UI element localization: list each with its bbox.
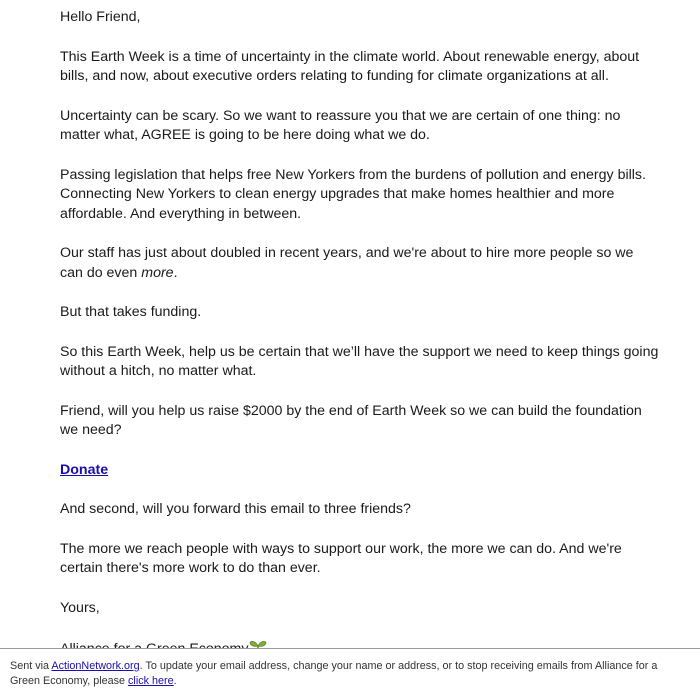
greeting: Hello Friend, (60, 9, 141, 25)
email-body (60, 8, 660, 680)
actionnetwork-link[interactable]: ActionNetwork.org (51, 660, 140, 672)
donate-link[interactable]: Donate (60, 461, 109, 478)
footer-suffix: . (173, 674, 177, 687)
paragraph-support: So this Earth Week, help us be certain that we’ll have the support we need to keep things going without a hitch, no matter what. (60, 343, 659, 379)
paragraph-uncertainty-intro: This Earth Week is a time of uncertainty in the climate world. About renewable energy, about bills, and now, about executive orders relating to funding for climate organizations at all. (60, 48, 640, 84)
staff-growth-text: Our staff has just about doubled in recent years, and we're about to hire more people so we can do even (60, 245, 634, 281)
staff-growth-end: . (173, 264, 178, 281)
paragraph-forward-ask: And second, will you forward this email to three friends? (60, 501, 411, 517)
footer-unsubscribe-text: . To update your email address, change your name or address, or to stop receiving emails from Alliance for a Green Economy, please (10, 660, 658, 687)
paragraph-reassurance: Uncertainty can be scary. So we want to reassure you that we are certain of one thing: no matter what, AGREE is going to be here doing what we do. (60, 107, 621, 143)
footer-prefix: Sent via (10, 660, 52, 672)
paragraph-fundraising-ask: Friend, will you help us raise $2000 by the end of Earth Week so we can build the foundation we need? (60, 402, 642, 438)
email-footer (0, 648, 700, 699)
paragraph-funding: But that takes funding. (60, 304, 202, 320)
paragraph-staff-growth (60, 244, 660, 283)
donate-paragraph (60, 461, 660, 481)
paragraph-mission: Passing legislation that helps free New Yorkers from the burdens of pollution and energy bills. Connecting New Yorkers to clean energy upgrades that make homes healthier and more affordable. And everything in between. (60, 166, 646, 222)
paragraph-closing-statement: The more we reach people with ways to support our work, the more we can do. And we're certain there's more work to do than ever. (60, 540, 622, 576)
closing: Yours, (60, 599, 100, 616)
click-here-link[interactable]: click here (128, 674, 174, 687)
staff-growth-emphasis: more (141, 264, 174, 281)
